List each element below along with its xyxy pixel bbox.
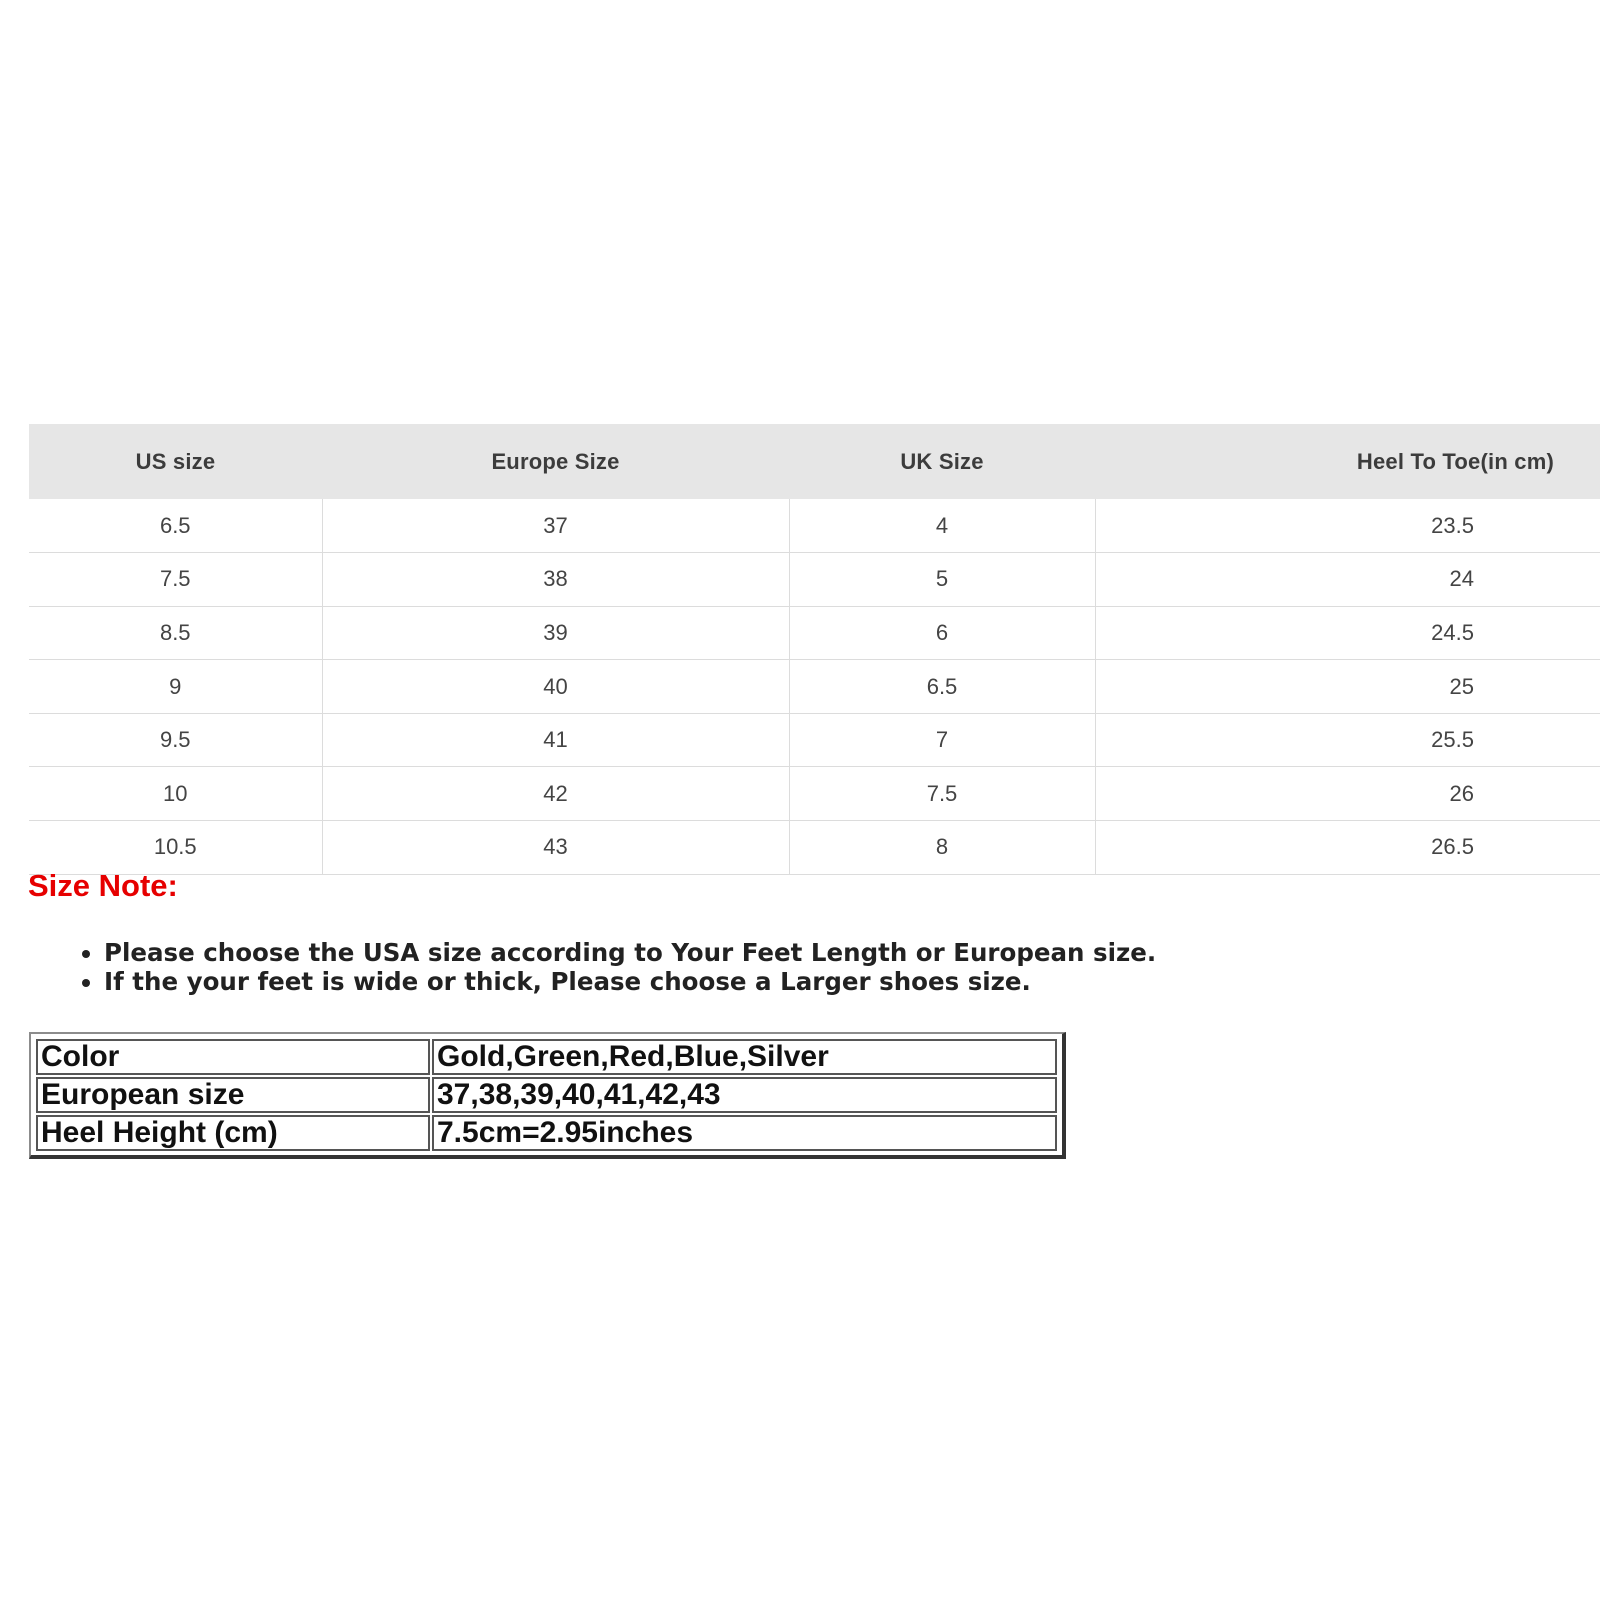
size-chart-header	[29, 424, 1600, 499]
size-chart-header-row	[29, 424, 1600, 499]
size-note-list	[62, 938, 1304, 996]
table-row	[29, 821, 1600, 875]
table-row	[29, 499, 1600, 553]
cell-heel-to-toe: 25	[1095, 660, 1600, 714]
cell-us-size: 10.5	[29, 821, 322, 875]
header-europe-size: Europe Size	[491, 448, 620, 474]
table-row	[36, 1077, 1057, 1113]
cell-uk-size: 6	[789, 606, 1095, 660]
spec-table-frame	[29, 1032, 1066, 1159]
cell-us-size: 10	[29, 767, 322, 821]
cell-europe-size: 39	[322, 606, 789, 660]
header-heel-to-toe: Heel To Toe(in cm)	[1356, 448, 1554, 474]
spec-key: European size	[36, 1077, 430, 1113]
cell-uk-size: 6.5	[789, 660, 1095, 714]
size-chart-body	[29, 499, 1600, 874]
table-row	[29, 660, 1600, 714]
cell-uk-size: 8	[789, 821, 1095, 875]
cell-us-size: 6.5	[29, 499, 322, 553]
spec-value: 7.5cm=2.95inches	[432, 1115, 1057, 1151]
header-us-size: US size	[135, 448, 216, 474]
cell-europe-size: 40	[322, 660, 789, 714]
table-row	[36, 1115, 1057, 1151]
cell-europe-size: 37	[322, 499, 789, 553]
size-chart-table	[29, 424, 1600, 875]
cell-uk-size: 7.5	[789, 767, 1095, 821]
cell-uk-size: 5	[789, 553, 1095, 607]
cell-uk-size: 7	[789, 713, 1095, 767]
cell-heel-to-toe: 24	[1095, 553, 1600, 607]
table-row	[29, 553, 1600, 607]
cell-heel-to-toe: 24.5	[1095, 606, 1600, 660]
cell-uk-size: 4	[789, 499, 1095, 553]
cell-us-size: 7.5	[29, 553, 322, 607]
size-note-title: Size Note:	[28, 868, 178, 903]
cell-us-size: 9	[29, 660, 322, 714]
cell-europe-size: 42	[322, 767, 789, 821]
cell-heel-to-toe: 26.5	[1095, 821, 1600, 875]
cell-us-size: 8.5	[29, 606, 322, 660]
spec-value: 37,38,39,40,41,42,43	[432, 1077, 1057, 1113]
table-row	[29, 767, 1600, 821]
table-row	[29, 713, 1600, 767]
header-uk-size: UK Size	[900, 448, 984, 474]
cell-europe-size: 38	[322, 553, 789, 607]
cell-europe-size: 41	[322, 713, 789, 767]
spec-key: Color	[36, 1039, 430, 1075]
cell-heel-to-toe: 25.5	[1095, 713, 1600, 767]
list-item: • If the your feet is wide or thick, Please choose a Larger shoes size.	[104, 967, 1304, 996]
cell-europe-size: 43	[322, 821, 789, 875]
cell-us-size: 9.5	[29, 713, 322, 767]
spec-key: Heel Height (cm)	[36, 1115, 430, 1151]
table-row	[36, 1039, 1057, 1075]
table-row	[29, 606, 1600, 660]
cell-heel-to-toe: 23.5	[1095, 499, 1600, 553]
spec-table	[34, 1037, 1059, 1153]
cell-heel-to-toe: 26	[1095, 767, 1600, 821]
list-item: • Please choose the USA size according to Your Feet Length or European size.	[104, 938, 1304, 967]
spec-value: Gold,Green,Red,Blue,Silver	[432, 1039, 1057, 1075]
